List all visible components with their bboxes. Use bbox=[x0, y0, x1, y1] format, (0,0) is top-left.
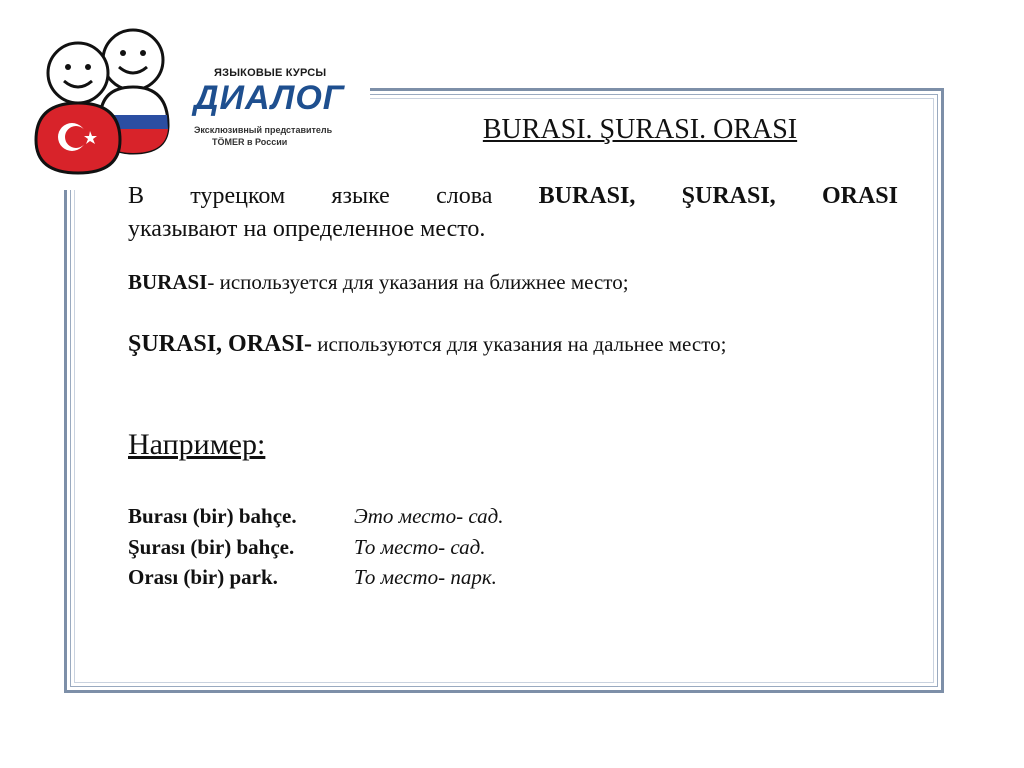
logo-tagline-2: TÖMER в России bbox=[212, 137, 288, 147]
example-russian: То место- сад. bbox=[354, 535, 486, 559]
example-row bbox=[128, 563, 497, 591]
intro-prefix: В турецком языке слова bbox=[128, 183, 493, 209]
intro-line-2: указывают на определенное место. bbox=[128, 216, 486, 242]
far-words: ŞURASI, ORASI- bbox=[128, 331, 313, 357]
dialog-logo bbox=[28, 25, 358, 185]
example-heading: Например: bbox=[128, 428, 266, 461]
intro-line-1 bbox=[128, 178, 898, 214]
near-text: - используется для указания на ближнее место; bbox=[207, 270, 629, 294]
example-russian: Это место- сад. bbox=[354, 504, 504, 528]
near-rule bbox=[128, 268, 629, 296]
example-turkish: Burası (bir) bahçe. bbox=[128, 504, 297, 528]
slide-title: BURASI. ŞURASI. ORASI bbox=[482, 114, 798, 145]
intro-words: BURASI, ŞURASI, ORASI bbox=[538, 183, 898, 209]
logo-subtitle: ЯЗЫКОВЫЕ КУРСЫ bbox=[214, 67, 327, 79]
far-text: используются для указания на дальнее место; bbox=[312, 332, 727, 356]
logo-tagline-1: Эксклюзивный представитель bbox=[194, 125, 333, 135]
example-row bbox=[128, 502, 504, 530]
example-russian: То место- парк. bbox=[354, 565, 497, 589]
logo-brand: ДИАЛОГ bbox=[194, 79, 345, 117]
example-turkish: Orası (bir) park. bbox=[128, 565, 278, 589]
far-rule bbox=[128, 330, 726, 358]
mascots-icon bbox=[28, 25, 198, 185]
example-row bbox=[128, 533, 486, 561]
example-turkish: Şurası (bir) bahçe. bbox=[128, 535, 295, 559]
near-word: BURASI bbox=[128, 270, 208, 294]
